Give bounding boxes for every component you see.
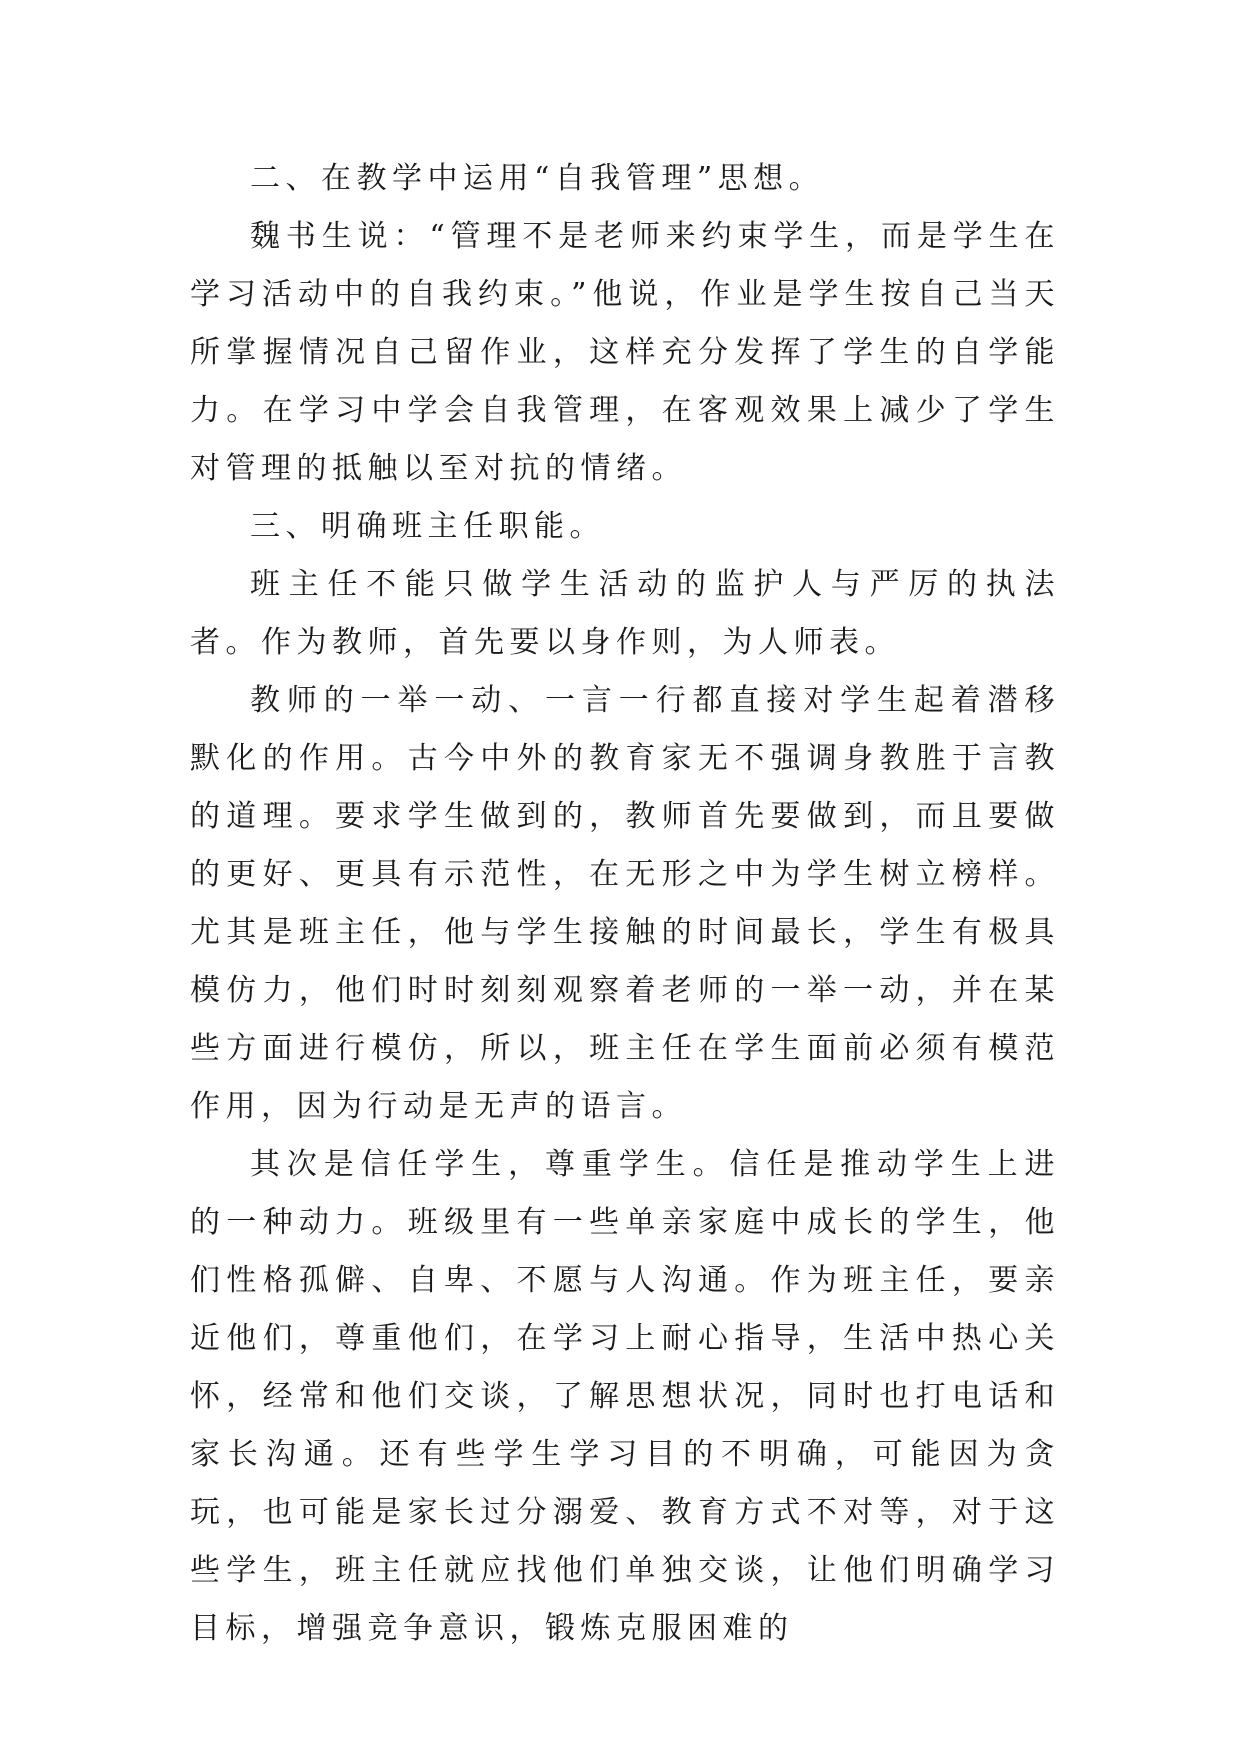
body-paragraph: 魏书生说：“管理不是老师来约束学生，而是学生在学习活动中的自我约束。”他说，作业是学生按自己当天所掌握情况自己留作业，这样充分发挥了学生的自学能力。在学习中学会自我管理，在客观效果上减少了学生对管理的抵触以至对抗的情绪。: [190, 219, 1060, 486]
document-page: [190, 150, 1060, 1658]
body-paragraph: 班主任不能只做学生活动的监护人与严厉的执法者。作为教师，首先要以身作则，为人师表。: [190, 567, 1060, 660]
body-paragraph: 教师的一举一动、一言一行都直接对学生起着潜移默化的作用。古今中外的教育家无不强调身教胜于言教的道理。要求学生做到的，教师首先要做到，而且要做的更好、更具有示范性，在无形之中为学生树立榜样。尤其是班主任，他与学生接触的时间最长，学生有极具模仿力，他们时时刻刻观察着老师的一举一动，并在某些方面进行模仿，所以，班主任在学生面前必须有模范作用，因为行动是无声的语言。: [190, 683, 1060, 1124]
section-heading-head-teacher-role: 三、明确班主任职能。: [250, 509, 605, 544]
body-paragraph: 其次是信任学生，尊重学生。信任是推动学生上进的一种动力。班级里有一些单亲家庭中成长的学生，他们性格孤僻、自卑、不愿与人沟通。作为班主任，要亲近他们，尊重他们，在学习上耐心指导，生活中热心关怀，经常和他们交谈，了解思想状况，同时也打电话和家长沟通。还有些学生学习目的不明确，可能因为贪玩，也可能是家长过分溺爱、教育方式不对等，对于这些学生，班主任就应找他们单独交谈，让他们明确学习目标，增强竞争意识，锻炼克服困难的: [190, 1147, 1060, 1646]
section-heading-self-management: 二、在教学中运用“自我管理”思想。: [250, 161, 825, 196]
